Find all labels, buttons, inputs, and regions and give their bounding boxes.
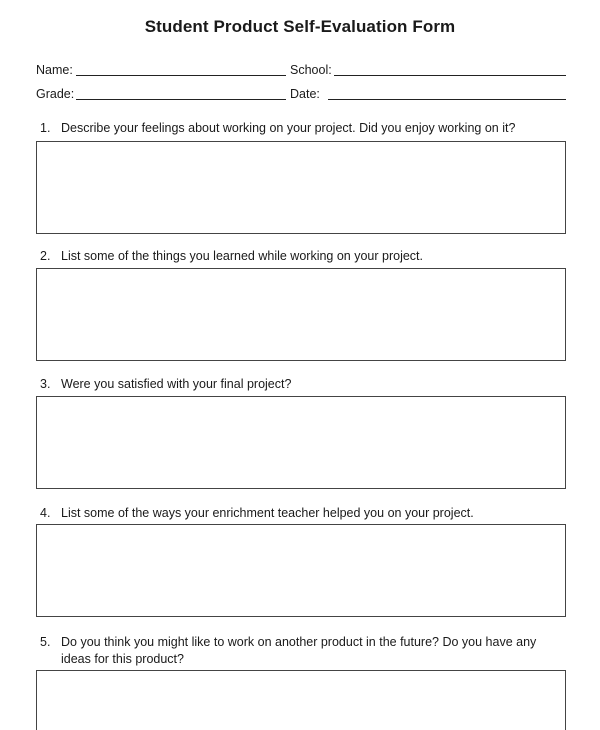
question-text: Were you satisfied with your final project? <box>61 377 292 391</box>
grade-date-row <box>36 86 568 104</box>
form-title: Student Product Self-Evaluation Form <box>144 17 456 36</box>
question-text: Describe your feelings about working on your project. Did you enjoy working on it? <box>61 121 516 135</box>
question-number: 5. <box>40 635 51 649</box>
grade-field <box>36 86 286 104</box>
answer-box-4[interactable] <box>36 524 566 617</box>
school-label: School: <box>290 63 332 77</box>
grade-label: Grade: <box>36 87 75 101</box>
answer-box-1[interactable] <box>36 141 566 234</box>
name-school-row <box>36 62 568 80</box>
name-label: Name: <box>36 63 73 77</box>
question-text: Do you think you might like to work on another product in the future? Do you have any ideas for this product? <box>61 635 537 666</box>
name-input-line[interactable] <box>76 75 286 76</box>
answer-box-3[interactable] <box>36 396 566 489</box>
question-text: List some of the ways your enrichment teacher helped you on your project. <box>61 506 474 520</box>
date-label: Date: <box>290 87 320 101</box>
question-number: 4. <box>40 506 51 520</box>
date-input-line[interactable] <box>328 99 566 100</box>
question-number: 1. <box>40 121 51 135</box>
question-number: 2. <box>40 249 51 263</box>
question-number: 3. <box>40 377 51 391</box>
date-field <box>290 86 566 104</box>
question-text: List some of the things you learned while working on your project. <box>61 249 423 263</box>
school-field <box>290 62 566 80</box>
grade-input-line[interactable] <box>76 99 286 100</box>
name-field <box>36 62 286 80</box>
answer-box-2[interactable] <box>36 268 566 361</box>
answer-box-5[interactable] <box>36 670 566 730</box>
school-input-line[interactable] <box>334 75 566 76</box>
